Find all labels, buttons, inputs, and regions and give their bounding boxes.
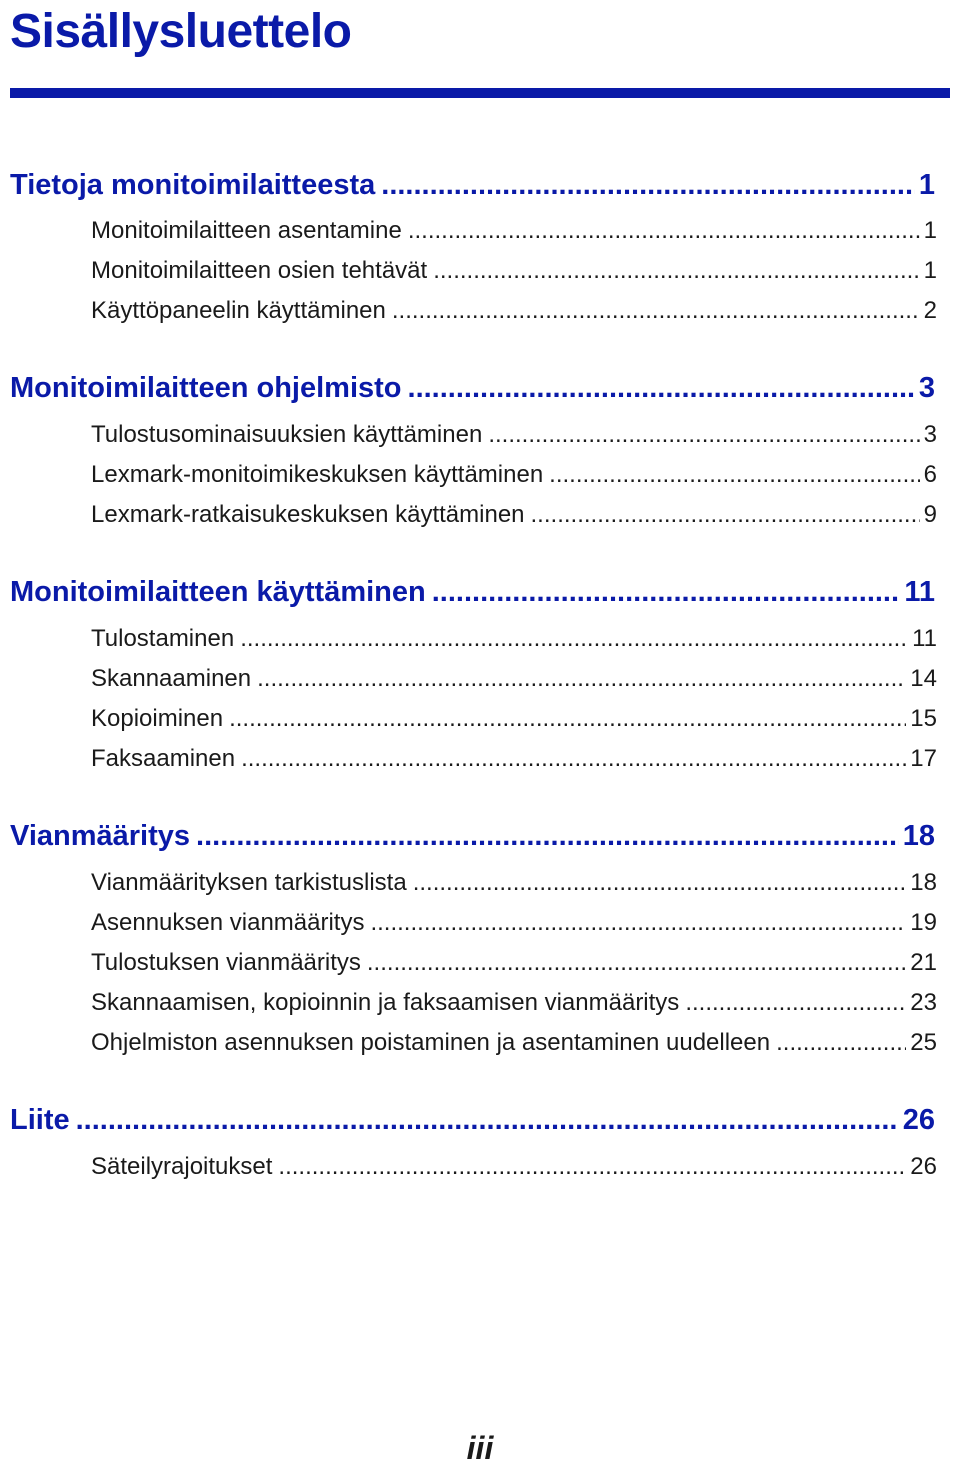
toc-section[interactable] bbox=[91, 1150, 937, 1184]
toc-section-page: 25 bbox=[910, 1029, 937, 1056]
toc-leader bbox=[381, 165, 915, 205]
toc-section[interactable] bbox=[91, 906, 937, 940]
toc-chapter-title: Liite bbox=[10, 1104, 70, 1136]
toc-leader bbox=[408, 368, 915, 408]
toc-section[interactable] bbox=[91, 458, 937, 492]
toc-leader bbox=[685, 986, 906, 1020]
toc-section-title: Skannaamisen, kopioinnin ja faksaamisen vianmääritys bbox=[91, 989, 680, 1016]
toc-section[interactable] bbox=[91, 294, 937, 328]
toc-leader bbox=[408, 214, 920, 248]
toc-section-page: 21 bbox=[910, 949, 937, 976]
toc-section-page: 1 bbox=[923, 257, 937, 284]
toc-leader bbox=[229, 702, 906, 736]
toc-leader bbox=[549, 458, 919, 492]
toc-leader bbox=[432, 572, 901, 612]
page-title: Sisällysluettelo bbox=[10, 5, 352, 58]
toc-leader bbox=[241, 742, 906, 776]
toc-section[interactable] bbox=[91, 946, 937, 980]
toc-section-title: Lexmark-ratkaisukeskuksen käyttäminen bbox=[91, 501, 525, 528]
toc-leader bbox=[776, 1026, 906, 1060]
toc-chapter[interactable] bbox=[10, 368, 935, 408]
toc-leader bbox=[531, 498, 920, 532]
toc-section-page: 14 bbox=[910, 665, 937, 692]
toc-section-page: 26 bbox=[910, 1153, 937, 1180]
title-rule bbox=[10, 88, 950, 98]
toc-section[interactable] bbox=[91, 702, 937, 736]
toc-section-page: 11 bbox=[912, 625, 937, 652]
toc-section[interactable] bbox=[91, 254, 937, 288]
toc-section-title: Tulostusominaisuuksien käyttäminen bbox=[91, 421, 483, 448]
toc-section-page: 2 bbox=[923, 297, 937, 324]
toc-chapter-title: Monitoimilaitteen käyttäminen bbox=[10, 576, 426, 608]
toc-leader bbox=[433, 254, 919, 288]
toc-chapter-title: Vianmääritys bbox=[10, 820, 191, 852]
toc-section[interactable] bbox=[91, 498, 937, 532]
toc-leader bbox=[278, 1150, 906, 1184]
toc-section-title: Tulostuksen vianmääritys bbox=[91, 949, 361, 976]
toc-section-title: Säteilyrajoitukset bbox=[91, 1153, 273, 1180]
toc-chapter[interactable] bbox=[10, 1100, 935, 1140]
toc-chapter-page: 26 bbox=[902, 1104, 935, 1136]
toc-section-page: 1 bbox=[923, 217, 937, 244]
toc-section-page: 19 bbox=[910, 909, 937, 936]
toc-chapter-title: Tietoja monitoimilaitteesta bbox=[10, 169, 376, 201]
toc-section[interactable] bbox=[91, 1026, 937, 1060]
toc-chapter-page: 3 bbox=[918, 372, 935, 404]
toc-leader bbox=[488, 418, 919, 452]
toc-section-page: 17 bbox=[910, 745, 937, 772]
toc-section[interactable] bbox=[91, 418, 937, 452]
toc-section-page: 9 bbox=[923, 501, 937, 528]
toc-section-title: Monitoimilaitteen asentamine bbox=[91, 217, 402, 244]
toc-leader bbox=[240, 622, 908, 656]
toc-chapter[interactable] bbox=[10, 816, 935, 856]
toc-leader bbox=[413, 866, 907, 900]
toc-leader bbox=[392, 294, 920, 328]
toc-section-title: Tulostaminen bbox=[91, 625, 235, 652]
toc-section-title: Monitoimilaitteen osien tehtävät bbox=[91, 257, 428, 284]
toc-section-title: Ohjelmiston asennuksen poistaminen ja asentaminen uudelleen bbox=[91, 1029, 771, 1056]
toc-section-title: Lexmark-monitoimikeskuksen käyttäminen bbox=[91, 461, 544, 488]
toc-section[interactable] bbox=[91, 214, 937, 248]
toc-section[interactable] bbox=[91, 622, 937, 656]
toc-leader bbox=[196, 816, 899, 856]
toc-section-page: 6 bbox=[923, 461, 937, 488]
toc-section-title: Kopioiminen bbox=[91, 705, 224, 732]
toc-chapter-page: 18 bbox=[902, 820, 935, 852]
toc-chapter[interactable] bbox=[10, 572, 935, 612]
toc-leader bbox=[370, 906, 906, 940]
toc-section-page: 15 bbox=[910, 705, 937, 732]
toc-section[interactable] bbox=[91, 742, 937, 776]
toc-chapter[interactable] bbox=[10, 165, 935, 205]
toc-section-title: Skannaaminen bbox=[91, 665, 252, 692]
toc-leader bbox=[257, 662, 906, 696]
toc-leader bbox=[367, 946, 906, 980]
toc-section[interactable] bbox=[91, 986, 937, 1020]
toc-chapter-page: 1 bbox=[918, 169, 935, 201]
toc-section-page: 3 bbox=[923, 421, 937, 448]
toc-section[interactable] bbox=[91, 662, 937, 696]
toc-leader bbox=[76, 1100, 899, 1140]
toc-chapter-title: Monitoimilaitteen ohjelmisto bbox=[10, 372, 402, 404]
toc-section-title: Käyttöpaneelin käyttäminen bbox=[91, 297, 386, 324]
toc-section[interactable] bbox=[91, 866, 937, 900]
toc-chapter-page: 11 bbox=[904, 576, 935, 608]
toc-section-title: Vianmäärityksen tarkistuslista bbox=[91, 869, 407, 896]
toc-section-page: 18 bbox=[910, 869, 937, 896]
toc-section-page: 23 bbox=[910, 989, 937, 1016]
toc-section-title: Asennuksen vianmääritys bbox=[91, 909, 365, 936]
toc-section-title: Faksaaminen bbox=[91, 745, 236, 772]
page-number: iii bbox=[466, 1430, 494, 1466]
